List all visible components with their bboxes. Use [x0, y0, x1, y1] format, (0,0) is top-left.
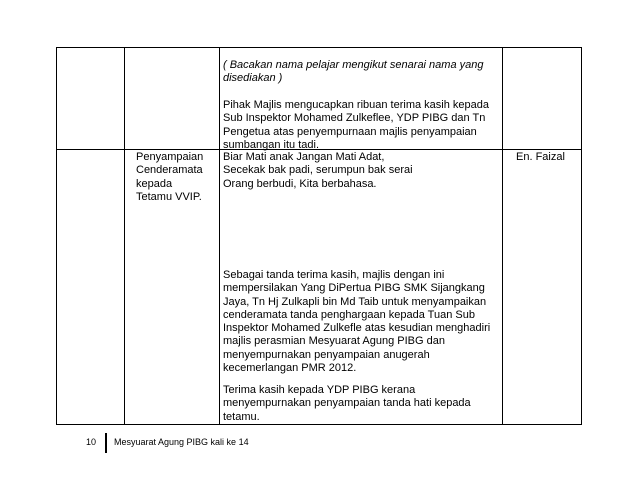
instruction-text: ( Bacakan nama pelajar mengikut senarai nama yang disediakan ): [223, 59, 484, 85]
closing-text: Terima kasih kepada YDP PIBG kerana menyempurnakan penyampaian tanda hati kepada tetamu.: [223, 384, 471, 423]
agenda-table: [56, 47, 582, 425]
page-number: 10: [86, 437, 97, 447]
speech-text: Sebagai tanda terima kasih, majlis dengan ini mempersilakan Yang DiPertua PIBG SMK Sijangkang Jaya, Tn Hj Zulkapli bin Md Taib untuk menyampaikan cenderamata tanda penghargaan kepada Tuan Sub Inspektor Mohamed Zulkefle atas kesudian menghadiri majlis perasmian Mesyuarat Agung PIBG dan menyempurnakan penyampaian anugerah kecemerlangan PMR 2012.: [223, 269, 491, 375]
footer-title: Mesyuarat Agung PIBG kali ke 14: [114, 437, 249, 447]
column-divider: [219, 48, 220, 424]
thanks-text: Pihak Majlis mengucapkan ribuan terima kasih kepada Sub Inspektor Mohamed Zulkeflee, YDP PIBG dan Tn Pengetua atas penyempurnaan majlis penyampaian sumbangan itu tadi.: [223, 99, 489, 151]
pantun-text: Biar Mati anak Jangan Mati Adat, Secekak bak padi, serumpun bak serai Orang berbudi, Kita berbahasa.: [223, 151, 413, 190]
footer-divider: [105, 433, 107, 453]
agenda-item-label: Penyampaian Cenderamata kepada Tetamu VVIP.: [136, 151, 204, 203]
column-divider: [124, 48, 125, 424]
column-divider: [502, 48, 503, 424]
person-in-charge: En. Faizal: [516, 151, 565, 163]
